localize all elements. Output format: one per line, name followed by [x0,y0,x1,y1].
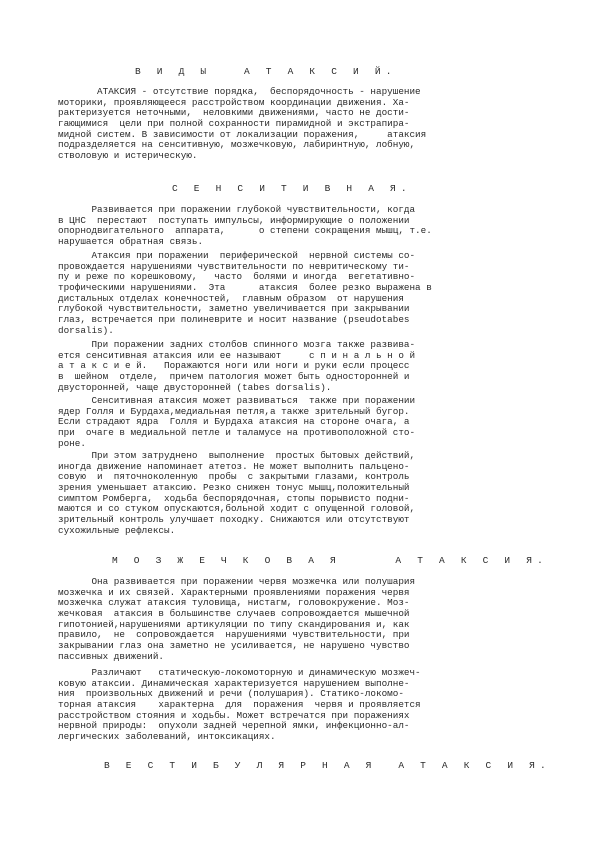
text-line: мидной систем. В зависимости от локализации поражения, атаксия [58,129,427,140]
text-line: При поражении задних столбов спинного мозга также развива- [58,340,416,350]
text-line: Различают статическую-локомоторную и динамическую мозжеч- [58,668,421,678]
text-line: пу и реже по корешковому, часто болями и иногда вегетативно- [58,272,416,283]
text-line: иногда движение напоминает атетоз. Не может выполнить пальцено- [58,461,410,472]
text-line: лергических заболеваний, интоксикациях. [58,732,276,743]
text-line: dorsalis). [58,325,114,336]
document-title: В И Д Ы А Т А К С И Й. [135,66,397,77]
text-line: опорнодвигательного аппарата, о степени сокращения мышц, т.е. [58,226,432,237]
text-line: двусторонней, чаще двусторонней (tabes dorsalis). [58,382,332,393]
text-line: ядер Голля и Бурдаха,медиальная петля,а также зрительный бугор. [58,406,410,417]
text-line: нарушается обратная связь. [58,237,204,248]
text-line: ется сенситивная атаксия или ее называют с п и н а л ь н о й [58,350,416,361]
paragraph [58,451,468,537]
text-line: Атаксия при поражении периферической нервной системы со- [58,251,416,261]
paragraph [58,251,468,337]
text-line: гипотонией,нарушениями артикуляции по типу скандирования и, как [58,619,410,630]
text-line: Если страдают ядра Голля и Бурдаха атаксия на стороне очага, а [58,417,410,428]
text-line: гающимися цели при полной сохранности пирамидной и экстрапира- [58,119,410,130]
text-line: рактеризуется неточными, неловкими движениями, часто не дости- [58,108,410,119]
text-line: правило, не сопровождается нарушениями чувствительности, при [58,630,410,641]
text-line: ковую атаксии. Динамическая характеризуется нарушением выполне- [58,678,410,689]
text-line: АТАКСИЯ - отсутствие порядка, беспорядочность - нарушение [58,87,421,97]
text-line: подразделяется на сенситивную, мозжечковую, лабиринтную, лобную, [58,140,416,151]
text-line: совую и пяточноколенную пробы с закрытыми глазами, контроль [58,472,410,483]
text-line: глубокой чувствительности, заметно увеличивается при закрывании [58,304,410,315]
paragraph [58,340,468,393]
text-line: сухожильные рефлексы. [58,525,176,536]
text-line: При этом затруднено выполнение простых бытовых действий, [58,451,416,461]
text-line: жечковая атаксия в большинстве случаев сопровождается мышечной [58,609,410,620]
paragraph [58,668,468,743]
section-heading-sensitive: С Е Н С И Т И В Н А Я. [172,183,412,194]
text-line: торная атаксия характерна для поражения червя и проявляется [58,700,421,711]
text-line: Развивается при поражении глубокой чувствительности, когда [58,205,416,215]
text-line: Сенситивная атаксия может развиваться также при поражении [58,396,416,406]
text-line: мозжечка служат атаксия туловища, нистагм, головокружение. Моз- [58,598,410,609]
text-line: маются и со стуком опускаются,больной ходит с опущенной головой, [58,504,416,515]
paragraph-intro [58,87,468,162]
text-line: при очаге в медиальной петле и таламусе на противоположной сто- [58,428,416,439]
text-line: симптом Ромберга, ходьба беспорядочная, стопы порывисто подни- [58,493,410,504]
text-line: роне. [58,438,86,449]
text-line: зрительный контроль улучшает походку. Снижаются или отсутствуют [58,515,410,526]
text-line: закрывании глаз она заметно не усиливается, не нарушено чувство [58,641,410,652]
text-line: нервной природы: опухоли задней черепной ямки, инфекционно-ал- [58,721,410,732]
text-line: в шейном отделе, причем патология может быть односторонней и [58,372,410,383]
text-line: ния произвольных движений и речи (полушария). Статико-локомо- [58,689,404,700]
text-line: в ЦНС перестают поступать импульсы, информирующие о положении [58,215,410,226]
text-line: пассивных движений. [58,651,165,662]
paragraph [58,396,468,449]
text-line: дистальных отделах конечностей, главным образом от нарушения [58,293,404,304]
paragraph [58,577,468,663]
section-heading-vestibular: В Е С Т И Б У Л Я Р Н А Я А Т А К С И Я. [104,760,551,771]
section-heading-cerebellar: М О З Ж Е Ч К О В А Я А Т А К С И Я. [112,555,549,566]
text-line: моторики, проявляющееся расстройством координации движения. Ха- [58,97,410,108]
text-line: провождается нарушениями чувствительности по невритическому ти- [58,261,410,272]
text-line: а т а к с и е й. Поражаются ноги или ноги и руки если процесс [58,361,410,372]
text-line: зрения уменьшает атаксию. Резко снижен тонус мышц,положительный [58,483,410,494]
text-line: стволовую и истерическую. [58,151,198,162]
text-line: расстройством стояния и ходьбы. Может встречатся при поражениях [58,710,410,721]
text-line: трофическими нарушениями. Эта атаксия более резко выражена в [58,283,432,294]
text-line: глаз, встречается при полиневрите и носит название (pseudotabes [58,315,410,326]
paragraph [58,205,468,248]
text-line: Она развивается при поражении червя мозжечка или полушария [58,577,416,587]
text-line: мозжечка и их связей. Характерными проявлениями поражения червя [58,587,410,598]
